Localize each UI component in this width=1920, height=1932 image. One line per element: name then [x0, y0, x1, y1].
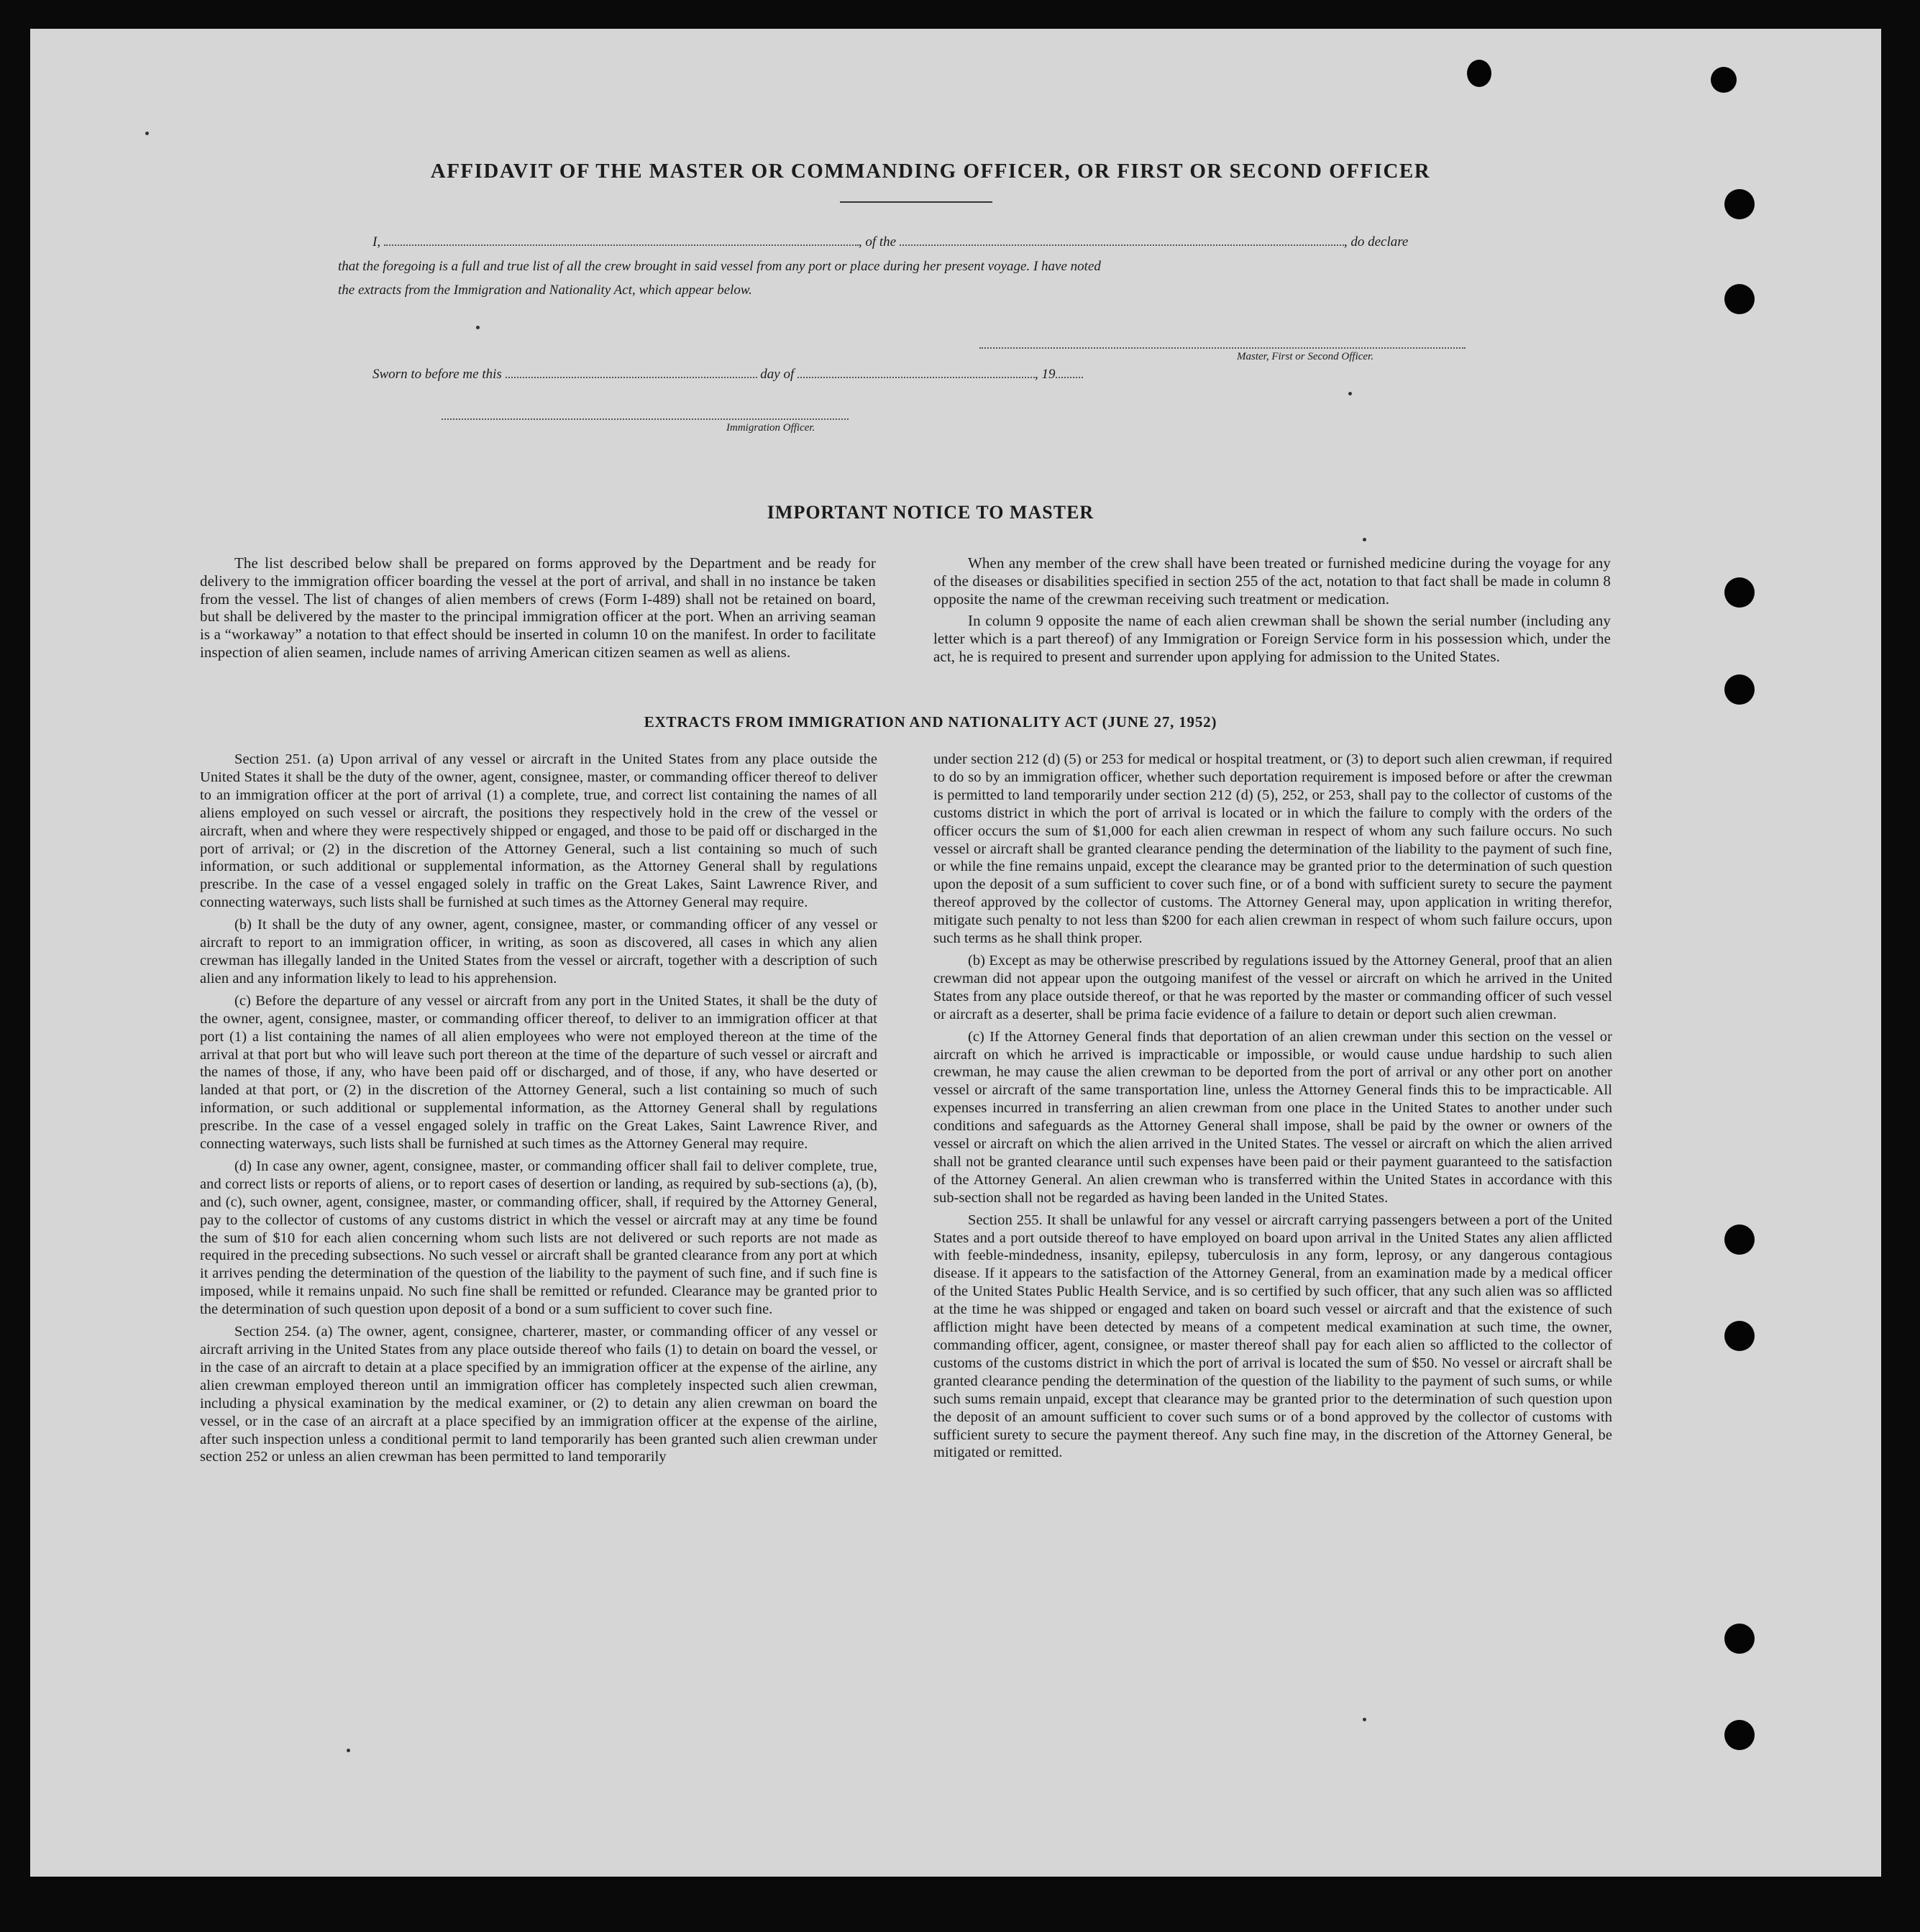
notice-right-column — [933, 554, 1611, 670]
speck — [145, 132, 149, 135]
punch-hole — [1724, 1624, 1755, 1654]
extracts-heading: EXTRACTS FROM IMMIGRATION AND NATIONALITY ACT (JUNE 27, 1952) — [644, 713, 1217, 731]
punch-hole — [1467, 60, 1491, 87]
section-251-c: (c) Before the departure of any vessel or aircraft from any port in the United States, it shall be the duty of the owner, agent, consignee, master, or commanding officer thereof, to deliver to an immigration officer at that port (1) a list containing the names of all alien employees who were not employed thereon at the time of the arrival at that port but who will leave such port thereon at the time of the departure of such vessel or aircraft and the names of those, if any, who have been paid off or discharged, and of those, if any, who have deserted or landed at that port, or (2) in the discretion of the Attorney General, such a list containing so much of such information, or such additional or supplemental information, as the Attorney General shall by regulations prescribe. In the case of a vessel engaged solely in traffic on the Great Lakes, Saint Lawrence River, and connecting waterways, such lists shall be furnished at such times as the Attorney General may require. — [200, 992, 877, 1153]
punch-hole — [1724, 577, 1755, 608]
speck — [476, 326, 480, 329]
day-of-label: day of — [760, 367, 795, 382]
punch-hole — [1724, 284, 1755, 314]
declaration-line-1 — [372, 234, 1496, 250]
punch-hole — [1724, 189, 1755, 219]
notice-right-paragraph-2: In column 9 opposite the name of each alien crewman shall be shown the serial number (including any letter which is a part thereof) of any Immigration or Foreign Service form in his possession which, under the act, he is required to present and surrender upon applying for admission to the United States. — [933, 612, 1611, 665]
speck — [1363, 538, 1366, 541]
declaration-line-3: the extracts from the Immigration and Nationality Act, which appear below. — [338, 283, 752, 298]
vessel-prefix: , of the — [858, 234, 897, 249]
notice-right-paragraph-1: When any member of the crew shall have been treated or furnished medicine during the voyage for any of the diseases or disabilities specified in section 255 of the act, notation to that fact shall be made in column 8 opposite the name of the crewman receiving such treatment or medication. — [933, 554, 1611, 608]
section-251-a: Section 251. (a) Upon arrival of any vessel or aircraft in the United States from any place outside the United States it shall be the duty of the owner, agent, consignee, master, or commanding officer thereof to deliver to an immigration officer at the port of arrival (1) a complete, true, and correct list containing the names of all aliens employed on such vessel or aircraft, the positions they respectively hold in the crew of the vessel or aircraft, when and where they were respectively shipped or engaged, and those to be paid off or discharged in the port of arrival; or (2) in the discretion of the Attorney General, such a list containing so much of such information, or such additional or supplemental information, as the Attorney General shall by regulations prescribe. In the case of a vessel engaged solely in traffic on the Great Lakes, Saint Lawrence River, and connecting waterways, such lists shall be furnished at such times as the Attorney General may require. — [200, 751, 877, 911]
officer-caption: Immigration Officer. — [726, 422, 815, 434]
sworn-line — [372, 367, 1083, 383]
section-254-a-continued: under section 212 (d) (5) or 253 for medical or hospital treatment, or (3) to deport such alien crewman, if required to do so by an immigration officer, whether such deportation requirement is imposed before or after the crewman is permitted to land temporarily under section 212 (d) (5), 252, or 253, shall pay to the collector of customs of the customs district in which the port of arrival is located or in which the failure to comply with the orders of the officer occurs the sum of $1,000 for each alien crewman in respect of whom any such failure occurs. No such vessel or aircraft shall be granted clearance pending the determination of the liability to the payment of such fine, or while the fine remains unpaid, except the clearance may be granted prior to the determination of such question upon the deposit of a sum sufficient to cover such fine, or of a bond with sufficient surety to secure the payment thereof approved by the collector of customs. The Attorney General may, upon application in writing therefor, mitigate such penalty to not less than $200 for each alien crewman in respect of whom such failure occurs, upon such terms as he shall think proper. — [933, 751, 1612, 947]
year-prefix: , 19 — [1035, 367, 1056, 382]
notice-left-paragraph: The list described below shall be prepared on forms approved by the Department and be ready for delivery to the immigration officer boarding the vessel at the port of arrival, and shall in no instance be taken from the vessel. The list of changes of alien members of crews (Form I-489) shall not be retained on board, but shall be delivered by the master to the principal immigration officer at the port. When an arriving seaman is a “workaway” a notation to that effect should be inserted in column 10 on the manifest. In order to facilitate inspection of alien seamen, include names of arriving American citizen seamen as well as aliens. — [200, 554, 876, 661]
section-254-c: (c) If the Attorney General finds that deportation of an alien crewman under this section on the vessel or aircraft on which he arrived is impracticable or impossible, or would cause undue hardship to such alien crewman, he may cause the alien crewman to be deported from the port of arrival or any other port on another vessel or aircraft of the same transportation line, unless the Attorney General finds this to be impracticable. All expenses incurred in transferring an alien crewman from one place in the United States to another under such conditions and safeguards as the Attorney General shall impose, shall be paid by the owner or owners of the vessel or aircraft on which the alien arrived in the United States. The vessel or aircraft on which the alien arrived shall not be granted clearance until such expenses have been paid or their payment guaranteed to the satisfaction of the Attorney General. An alien crewman who is transferred within the United States in accordance with this sub-section shall not be regarded as having been landed in the United States. — [933, 1028, 1612, 1206]
punch-hole — [1724, 674, 1755, 705]
vessel-name-field[interactable] — [900, 234, 1344, 246]
punch-hole — [1724, 1321, 1755, 1351]
extracts-right-column — [933, 751, 1612, 1466]
affidavit-title: AFFIDAVIT OF THE MASTER OR COMMANDING OFFICER, OR FIRST OR SECOND OFFICER — [430, 160, 1431, 183]
speck — [347, 1749, 350, 1752]
extracts-left-column — [200, 751, 877, 1470]
title-rule — [840, 201, 992, 203]
declaration-line-2: that the foregoing is a full and true list of all the crew brought in said vessel from any port or place during her present voyage. I have noted — [338, 259, 1101, 274]
section-251-b: (b) It shall be the duty of any owner, agent, consignee, master, or commanding officer of any vessel or aircraft to report to an immigration officer, in writing, as soon as discovered, all cases in which any alien crewman has illegally landed in the United States from the vessel or aircraft, together with a description of such alien and any information likely to lead to his apprehension. — [200, 917, 877, 986]
section-254-a: Section 254. (a) The owner, agent, consignee, charterer, master, or commanding officer of any vessel or aircraft arriving in the United States from any place outside thereof who fails (1) to detain on board the vessel, or in the case of an aircraft to detain at a place specified by an immigration officer at the expense of the airline, any alien crewman employed thereon until an immigration officer has completely inspected such alien crewman, including a physical examination by the medical examiner, or (2) to detain any alien crewman on board the vessel, or in the case of an aircraft at a place specified by an immigration officer at the expense of the airline, after such inspection unless a conditional permit to land temporarily has been granted such alien crewman under section 252 or unless an alien crewman has been permitted to land temporarily — [200, 1324, 877, 1465]
declare-suffix: , do declare — [1343, 234, 1409, 249]
punch-hole — [1724, 1224, 1755, 1255]
section-251-d: (d) In case any owner, agent, consignee, master, or commanding officer shall fail to deliver complete, true, and correct lists or reports of aliens, or to report cases of desertion or landing, as required by sub-sections (a), (b), and (c), such owner, agent, consignee, master, or commanding officer, shall, if required by the Attorney General, pay to the collector of customs of any customs district in which the vessel or aircraft may at any time be found the sum of $10 for each alien concerning whom such lists are not delivered or such reports are not made as required in the preceding subsections. No such vessel or aircraft shall be granted clearance from any port at which it arrives pending the determination of the question of the liability to the payment of such fine, and if such fine is imposed, while it remains unpaid. No such fine shall be remitted or refunded. Clearance may be granted prior to the determination of such question upon deposit of a bond or a sum sufficient to cover such fine. — [200, 1158, 877, 1318]
notice-left-column — [200, 554, 876, 666]
declarant-name-field[interactable] — [384, 234, 859, 246]
sworn-prefix: Sworn to before me this — [372, 367, 502, 382]
section-254-b: (b) Except as may be otherwise prescribed by regulations issued by the Attorney General, proof that an alien crewman did not appear upon the outgoing manifest of the vessel or aircraft on which he arrived in the United States from any place outside thereof, or that he was reported by the master or commanding officer of such vessel or aircraft as a deserter, shall be prima facie evidence of a failure to detain or deport such alien crewman. — [933, 952, 1612, 1022]
master-signature-line[interactable] — [979, 347, 1466, 349]
officer-signature-line[interactable] — [442, 418, 849, 420]
notice-heading: IMPORTANT NOTICE TO MASTER — [767, 502, 1094, 523]
speck — [1363, 1718, 1366, 1721]
sworn-date-field[interactable] — [506, 367, 757, 378]
punch-hole — [1724, 1720, 1755, 1750]
sworn-month-field[interactable] — [797, 367, 1035, 378]
speck — [1348, 392, 1352, 395]
master-caption: Master, First or Second Officer. — [1237, 351, 1373, 362]
document-page — [30, 29, 1881, 1877]
sworn-year-field[interactable] — [1056, 367, 1083, 378]
declarant-prefix: I, — [372, 234, 381, 249]
punch-hole — [1711, 67, 1737, 93]
section-255: Section 255. It shall be unlawful for any vessel or aircraft carrying passengers between a port of the United States and a port outside thereof to have employed on board upon arrival in the United States any alien afflicted with feeble-mindedness, insanity, epilepsy, tuberculosis in any form, leprosy, or any dangerous contagious disease. If it appears to the satisfaction of the Attorney General, from an examination made by a medical officer of the United States Public Health Service, and is so certified by such officer, that any such alien was so afflicted at the time he was shipped or engaged and taken on board such vessel or aircraft and that the existence of such affliction might have been detected by means of a competent medical examination at such time, the owner, commanding officer, agent, consignee, or master thereof shall pay for each alien so afflicted to the collector of customs of the customs district in which the port of arrival is located the sum of $50. No vessel or aircraft shall be granted clearance pending the determination of the question of the liability to the payment of such sums, or while such sums remain unpaid, except that clearance may be granted prior to the determination of such question upon the deposit of an amount sufficient to cover such sums or of a bond approved by the collector of customs with sufficient surety to secure the payment thereof. Any such fine may, in the discretion of the Attorney General, be mitigated or remitted. — [933, 1212, 1612, 1461]
